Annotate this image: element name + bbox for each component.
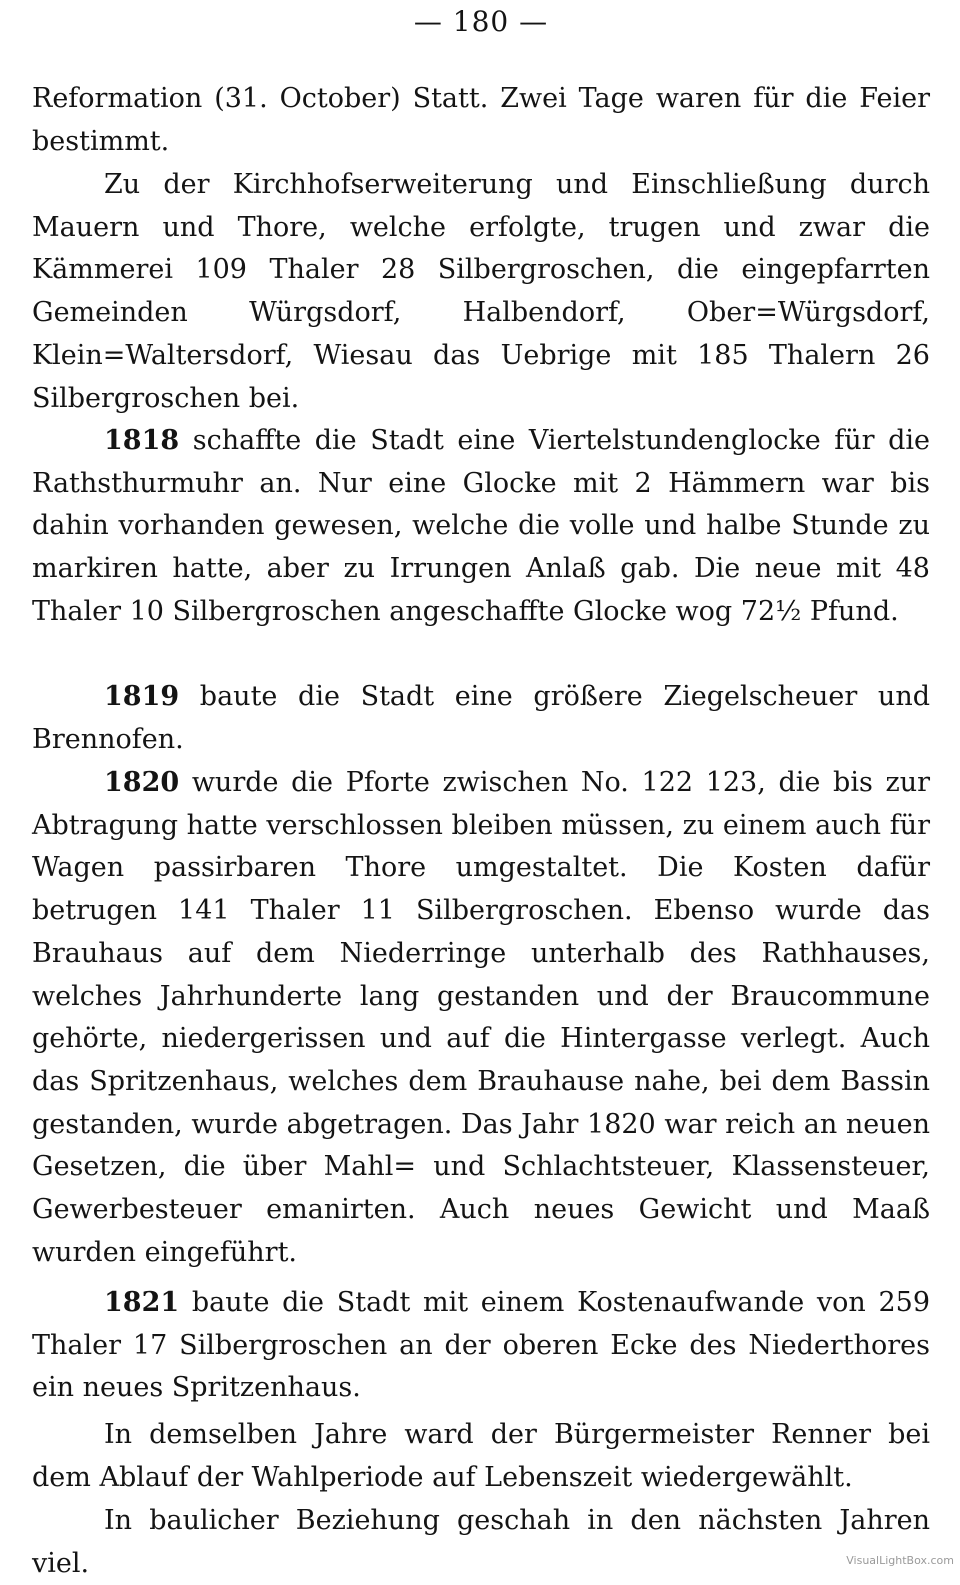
paragraph-text: In demselben Jahre ward der Bürgermeister Renner bei dem Ablauf der Wahlperiode auf Lebenszeit wiedergewählt.: [32, 1419, 930, 1493]
paragraph-final: [32, 1500, 930, 1585]
paragraph-text: Zu der Kirchhofserweiterung und Einschließung durch Mauern und Thore, welche erfolgte, trugen und zwar die Kämmerei 109 Thaler 28 Silbergroschen, die eingepfarrten Gemeinden Würgsdorf, Halbendorf, Ober=Würgsdorf, Klein=Waltersdorf, Wiesau das Uebrige mit 185 Thalern 26 Silbergroschen bei.: [32, 169, 930, 414]
year-label: 1819: [104, 681, 180, 712]
paragraph-1820: [32, 762, 930, 1274]
watermark-text: VisualLightBox.com: [846, 1554, 954, 1567]
document-page: [32, 0, 930, 1579]
paragraph-text: baute die Stadt mit einem Kostenaufwande von 259 Thaler 17 Silbergroschen an der oberen Ecke des Niederthores ein neues Spritzenhaus.: [32, 1287, 930, 1404]
year-label: 1820: [104, 767, 180, 798]
paragraph-text: Reformation (31. October) Statt. Zwei Tage waren für die Feier bestimmt.: [32, 83, 930, 157]
paragraph-1819: [32, 676, 930, 761]
paragraph-1: [32, 78, 930, 163]
year-label: 1818: [104, 425, 180, 456]
paragraph-renner: [32, 1414, 930, 1499]
paragraph-text: schaffte die Stadt eine Viertelstundenglocke für die Rathsthurmuhr an. Nur eine Glocke mit 2 Hämmern war bis dahin vorhanden gewesen, welche die volle und halbe Stunde zu markiren hatte, aber zu Irrungen Anlaß gab. Die neue mit 48 Thaler 10 Silbergroschen angeschaffte Glocke wog 72½ Pfund.: [32, 425, 930, 627]
paragraph-text: In baulicher Beziehung geschah in den nächsten Jahren viel.: [32, 1505, 930, 1579]
paragraph-2: [32, 164, 930, 420]
paragraph-1818: [32, 420, 930, 634]
page-number: — 180 —: [413, 5, 549, 38]
year-label: 1821: [104, 1287, 180, 1318]
paragraph-text: baute die Stadt eine größere Ziegelscheuer und Brennofen.: [32, 681, 930, 755]
paragraph-1821: [32, 1282, 930, 1410]
paragraph-text: wurde die Pforte zwischen No. 122 123, die bis zur Abtragung hatte verschlossen bleiben müssen, zu einem auch für Wagen passirbaren Thore umgestaltet. Die Kosten dafür betrugen 141 Thaler 11 Silbergroschen. Ebenso wurde das Brauhaus auf dem Niederringe unterhalb des Rathhauses, welches Jahrhunderte lang gestanden und der Braucommune gehörte, niedergerissen und auf die Hintergasse verlegt. Auch das Spritzenhaus, welches dem Brauhause nahe, bei dem Bassin gestanden, wurde abgetragen. Das Jahr 1820 war reich an neuen Gesetzen, die über Mahl= und Schlachtsteuer, Klassensteuer, Gewerbesteuer emanirten. Auch neues Gewicht und Maaß wurden eingeführt.: [32, 767, 930, 1268]
